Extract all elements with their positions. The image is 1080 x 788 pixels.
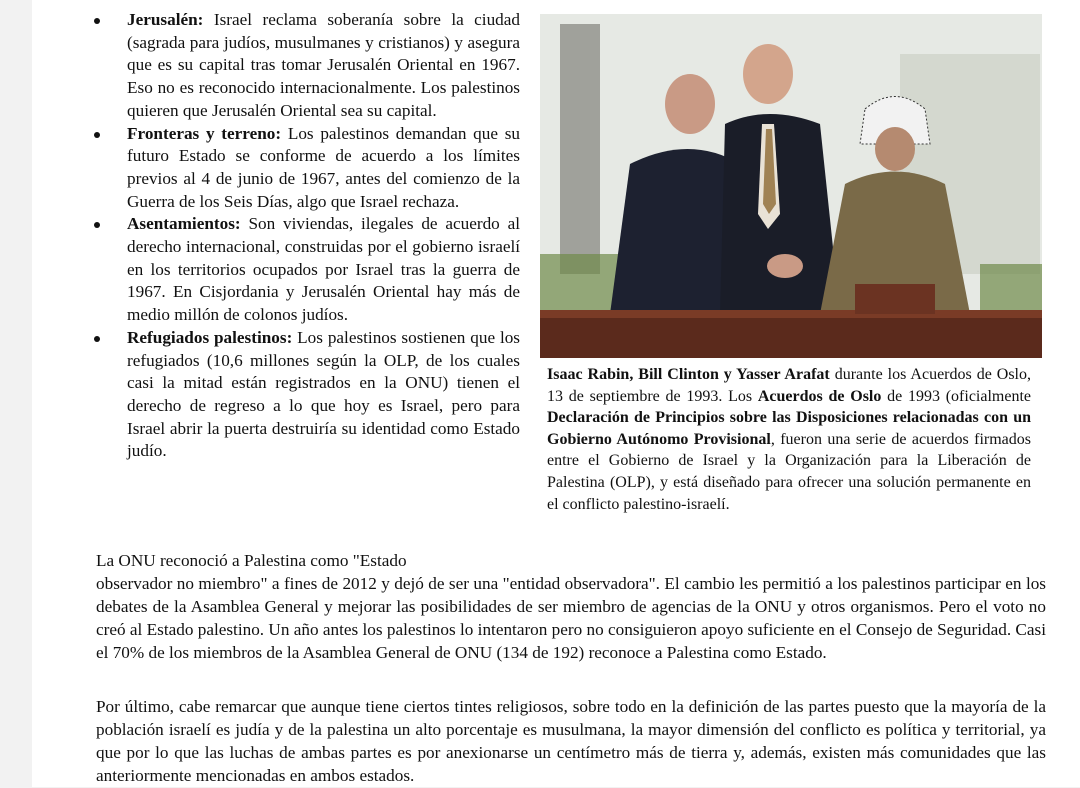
bullet-term: Refugiados palestinos: — [127, 327, 293, 347]
bullet-text: Son viviendas, ilegales de acuerdo al derecho internacional, construidas por el gobierno israelí en los territorios ocupados por Israel tras la guerra de 1967. En Cisjordania y Jerusalén Oriental hay más de medio millón de colonos judíos. — [127, 214, 520, 325]
issues-list — [127, 9, 520, 463]
list-item-refugiados — [127, 327, 520, 463]
caption-text: , fueron una serie de acuerdos firmados entre el Gobierno de Israel y la Organización para la Liberación de Palestina (OLP), y está diseñado para ofrecer una solución permanente en el conflicto palestino-israelí. — [547, 430, 1031, 513]
caption-bold: Declaración de Principios sobre las Disposiciones relacionadas con un Gobierno Autónomo Provisional — [547, 409, 1031, 448]
caption-names: Isaac Rabin, Bill Clinton y Yasser Arafat — [547, 366, 830, 383]
caption-text: de 1993 (oficialmente — [881, 387, 1032, 405]
bullet-term: Jerusalén: — [127, 10, 204, 29]
photo-caption — [547, 364, 1031, 515]
bullet-term: Fronteras y terreno: — [127, 123, 282, 143]
bullet-term: Asentamientos: — [127, 214, 241, 234]
oslo-accords-photo — [540, 14, 1042, 358]
list-item-fronteras — [127, 123, 520, 214]
list-item-asentamientos — [127, 213, 520, 327]
paragraph-first-line: La ONU reconoció a Palestina como "Estado — [96, 551, 407, 570]
paragraph-text: observador no miembro" a fines de 2012 y dejó de ser una "entidad observadora". El cambio les permitió a los palestinos participar en los debates de la Asamblea General y mejorar las posibilidades de ser miembro de agencias de la ONU y otros organismos. Pero el voto no creó al Estado palestino. Un año antes los palestinos lo intentaron pero no consiguieron apoyo suficiente en el Consejo de Seguridad. Casi el 70% de los miembros de la Asamblea General de ONU (134 de 192) reconoce a Palestina como Estado. — [96, 573, 1046, 662]
caption-bold: Acuerdos de Oslo — [757, 387, 882, 405]
paragraph-conclusion: Por último, cabe remarcar que aunque tiene ciertos tintes religiosos, sobre todo en la definición de las partes puesto que la mayoría de la población israelí es judía y de la palestina un alto porcentaje es musulmana, la mayor dimensión del conflicto es política y territorial, ya que por lo que las luchas de ambas partes es por anexionarse un centímetro más de tierra y, además, existen más comunidades que las anteriormente mencionadas en ambos estados. — [96, 697, 1046, 785]
bullet-text: Israel reclama soberanía sobre la ciudad (sagrada para judíos, musulmanes y cristianos) y asegura que es su capital tras tomar Jerusalén Oriental en 1967. Eso no es reconocido internacionalmente. Los palestinos quieren que Jerusalén Oriental sea su capital. — [127, 10, 520, 120]
bullet-text: Los palestinos sostienen que los refugiados (10,6 millones según la OLP, de los cuales casi la mitad están registrados en la ONU) tienen el derecho de regreso a lo que hoy es Israel, pero para Israel abrir la puerta destruiría su identidad como Estado judío. — [127, 327, 520, 461]
caption-text: durante los Acuerdos de Oslo, 13 de septiembre de 1993. Los — [547, 366, 1032, 405]
photo-illustration — [540, 14, 1042, 358]
bullet-text: Los palestinos demandan que su futuro Estado se conforme de acuerdo a los límites previos al 4 de junio de 1967, antes del comienzo de la Guerra de los Seis Días, algo que Israel rechaza. — [127, 123, 520, 211]
list-item-jerusalen — [127, 9, 520, 123]
paragraph-onu — [96, 550, 1046, 665]
